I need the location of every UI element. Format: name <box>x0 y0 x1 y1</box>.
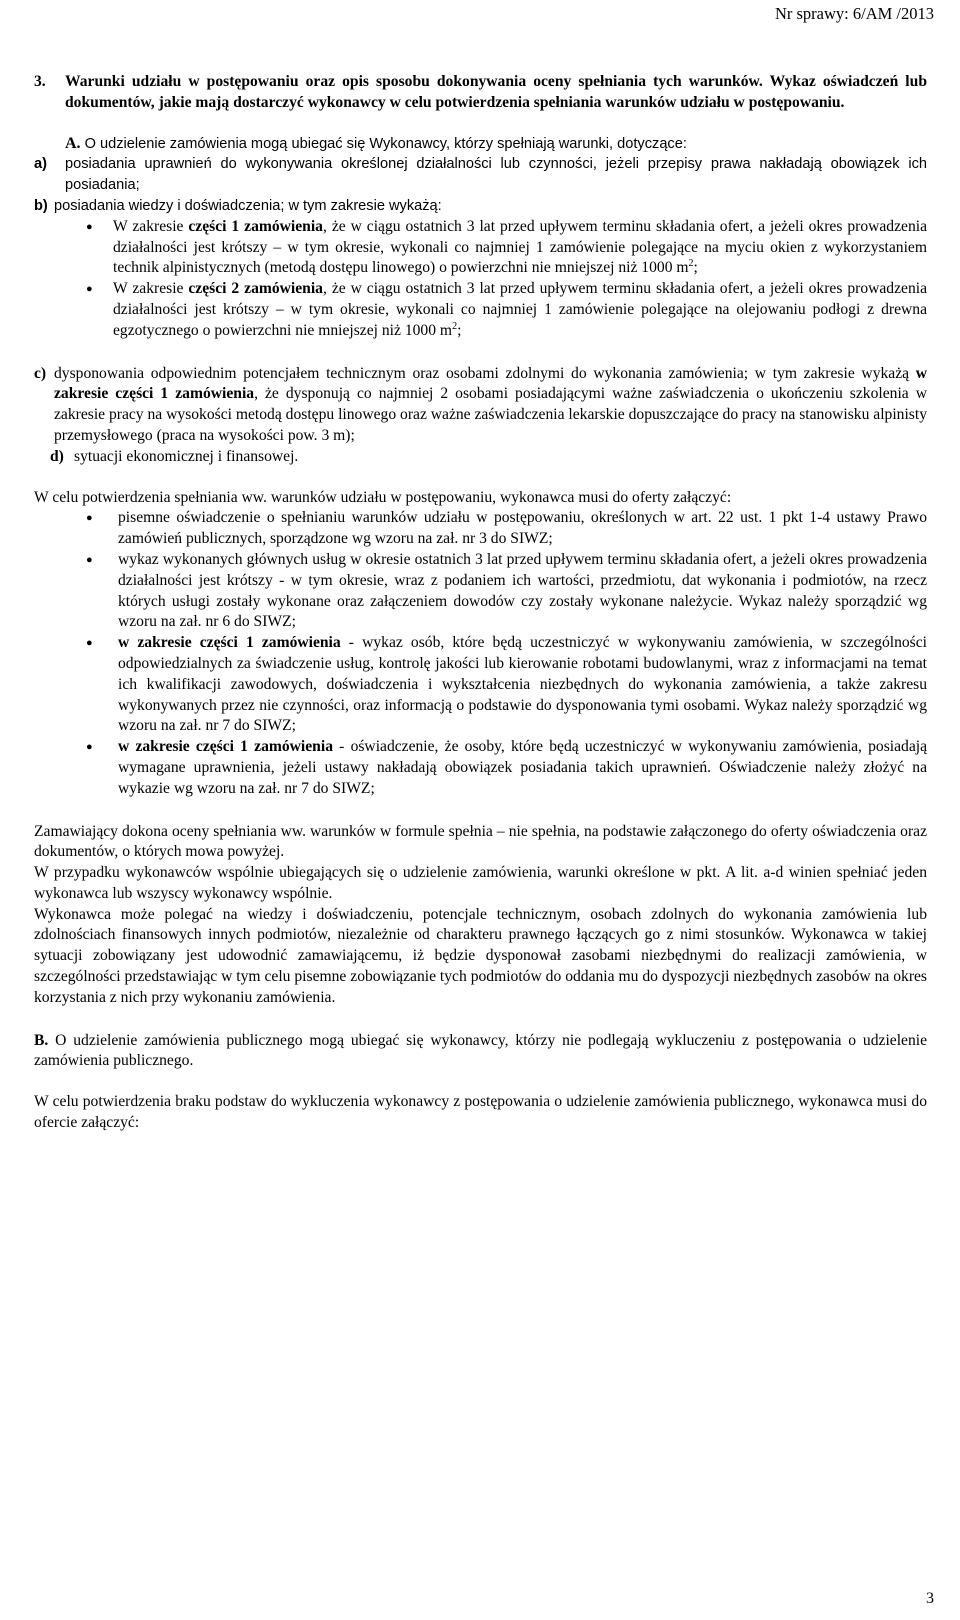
part-b-attachments-intro: W celu potwierdzenia braku podstaw do wykluczenia wykonawcy z postępowania o udzielenie zamówienia publicznego, wykonawca musi do ofercie załączyć: <box>34 1093 927 1132</box>
part-a-intro-text: O udzielenie zamówienia mogą ubiegać się Wykonawcy, którzy spełniają warunki, dotyczące: <box>80 135 687 152</box>
attachment-item-services-list: ● wykaz wykonanych głównych usług w okresie ostatnich 3 lat przed upływem terminu składania ofert, a jeżeli okres prowadzenia działalności jest krótszy - w tym okresie, wraz z podaniem ich wartości, przedmiotu, dat wykonania i podmiotów, na rzecz których usługi zostały wykonane oraz załączeniem dowodów czy zostały wykonane należycie. Wykaz należy sporządzić wg wzoru na zał. nr 6 do SIWZ; <box>34 550 927 633</box>
text-run: , że w ciągu ostatnich 3 lat przed upływem terminu składania ofert, a jeżeli okres prowadzenia działalności jest krótszy – w tym okresie, wykonali co najmniej 1 zamówienie polegające na olejowaniu podłogi z drewna egzotycznego o powierzchni nie mniejszej niż 1000 m <box>113 280 927 339</box>
condition-a-label: a) <box>34 156 47 173</box>
text-run: dysponowania odpowiednim potencjałem technicznym oraz osobami zdolnymi do wykonania zamówienia; w tym zakresie wykażą <box>54 364 916 382</box>
attachment-item-qualifications-statement <box>34 737 927 799</box>
condition-d-label: d) <box>50 447 64 465</box>
text-run: , że w ciągu ostatnich 3 lat przed upływem terminu składania ofert, a jeżeli okres prowadzenia działalności jest krótszy – w tym okresie, wykonali co najmniej 1 zamówienie polegające na myciu okien z wykorzystaniem technik alpinistycznych (metodą dostępu linowego) o powierzchni nie mniejszej niż 1000 m <box>113 217 927 277</box>
bold-run: w zakresie części 1 zamówienia <box>118 738 333 756</box>
experience-item-part-1 <box>34 217 927 279</box>
section-title: Warunki udziału w postępowaniu oraz opis sposobu dokonywania oceny spełniania tych warunków. Wykaz oświadczeń lub dokumentów, jakie mają dostarczyć wykonawcy w celu potwierdzenia spełniania warunków udziału w postępowaniu. <box>65 73 927 111</box>
superscript: 2 <box>688 258 694 270</box>
condition-c-label: c) <box>34 364 47 382</box>
case-number-header: Nr sprawy: 6/AM /2013 <box>774 4 934 23</box>
condition-b <box>34 196 927 217</box>
experience-item-part-2 <box>34 279 927 341</box>
page-number: 3 <box>926 1590 934 1608</box>
document-body <box>34 72 927 1134</box>
attachments-list <box>34 508 927 799</box>
condition-c <box>34 364 927 447</box>
superscript: 2 <box>452 320 458 332</box>
bold-run: części 2 zamówienia <box>188 280 323 298</box>
attachment-item-persons-list <box>34 633 927 737</box>
text-run: ; <box>457 321 462 339</box>
part-b-paragraph <box>34 1031 927 1073</box>
condition-c-text <box>54 364 927 447</box>
condition-d <box>34 447 927 468</box>
section-3-heading <box>34 72 927 114</box>
evaluation-paragraph-3: Wykonawca może polegać na wiedzy i doświadczeniu, potencjale technicznym, osobach zdolnych do wykonania zamówienia lub zdolnościach finansowych innych podmiotów, niezależnie od charakteru prawnego łączących go z nimi stosunków. Wykonawca w takiej sytuacji zobowiązany jest udowodnić zamawiającemu, iż będzie dysponował zasobami niezbędnymi do realizacji zamówienia, w szczególności przedstawiając w tym celu pisemne zobowiązanie tych podmiotów do oddania mu do dyspozycji niezbędnych zasobów na okres korzystania z nich przy wykonaniu zamówienia. <box>34 905 927 1006</box>
condition-a-text: posiadania uprawnień do wykonywania określonej działalności lub czynności, jeżeli przepisy prawa nakładają obowiązek ich posiadania; <box>65 156 927 194</box>
attachment-item-statement: ● pisemne oświadczenie o spełnianiu warunków udziału w postępowaniu, określonych w art. 22 ust. 1 pkt 1-4 ustawy Prawo zamówień publicznych, sporządzone wg wzoru na zał. nr 3 do SIWZ; <box>34 508 927 550</box>
condition-d-text: sytuacji ekonomicznej i finansowej. <box>74 447 299 465</box>
evaluation-paragraph-1: Zamawiający dokona oceny spełniania ww. warunków w formule spełnia – nie spełnia, na podstawie załączonego do oferty oświadczenia oraz dokumentów, o których mowa powyżej. <box>34 822 927 861</box>
condition-b-text: posiadania wiedzy i doświadczenia; w tym zakresie wykażą: <box>54 197 442 214</box>
part-b-label: B. <box>34 1031 49 1049</box>
condition-b-label: b) <box>34 197 48 214</box>
section-number: 3. <box>34 73 46 90</box>
text-run: - oświadczenie, że osoby, które będą uczestniczyć w wykonywaniu zamówienia, posiadają wymagane uprawnienia, jeżeli ustawy nakładają obowiązek posiadania takich uprawnień. Oświadczenie należy złożyć na wykazie wg wzoru na zał. nr 7 do SIWZ; <box>118 738 927 797</box>
text-run: ; <box>693 259 698 277</box>
text-run: W zakresie <box>113 280 189 298</box>
text-run: W zakresie <box>113 217 189 235</box>
bold-run: w zakresie części 1 zamówienia <box>54 364 927 403</box>
bold-run: części 1 zamówienia <box>188 217 323 235</box>
part-b-text: O udzielenie zamówienia publicznego mogą ubiegać się wykonawcy, którzy nie podlegają wykluczeniu z postępowania o udzielenie zamówienia publicznego. <box>34 1031 927 1070</box>
part-a-intro <box>34 134 927 155</box>
attachments-intro: W celu potwierdzenia spełniania ww. warunków udziału w postępowaniu, wykonawca musi do oferty załączyć: <box>34 488 732 506</box>
experience-list <box>34 217 927 342</box>
condition-a <box>34 154 927 196</box>
bold-run: w zakresie części 1 zamówienia <box>118 634 341 652</box>
text-run: , że dysponują co najmniej 2 osobami posiadającymi ważne zaświadczenia o ukończeniu szkolenia w zakresie pracy na wysokości metodą dostępu linowego oraz ważne zaświadczenia lekarskie dopuszczające do pracy na stanowisku alpinisty przemysłowego (praca na wysokości pow. 3 m); <box>54 385 927 444</box>
evaluation-paragraph-2: W przypadku wykonawców wspólnie ubiegających się o udzielenie zamówienia, warunki określone w pkt. A lit. a-d winien spełniać jeden wykonawca lub wszyscy wykonawcy wspólnie. <box>34 864 927 902</box>
part-a-label: A. <box>65 134 81 152</box>
text-run: - wykaz osób, które będą uczestniczyć w wykonywaniu zamówienia, w szczególności odpowiedzialnych za świadczenie usług, kontrolę jakości lub kierowanie robotami budowlanymi, wraz z informacjami na temat ich kwalifikacji zawodowych, doświadczenia i wykształcenia niezbędnych do wykonania zamówienia, a także zakresu wykonywanych przez nie czynności, oraz informacją o podstawie do dysponowania tymi osobami. Wykaz należy sporządzić wg wzoru na zał. nr 7 do SIWZ; <box>118 634 927 735</box>
